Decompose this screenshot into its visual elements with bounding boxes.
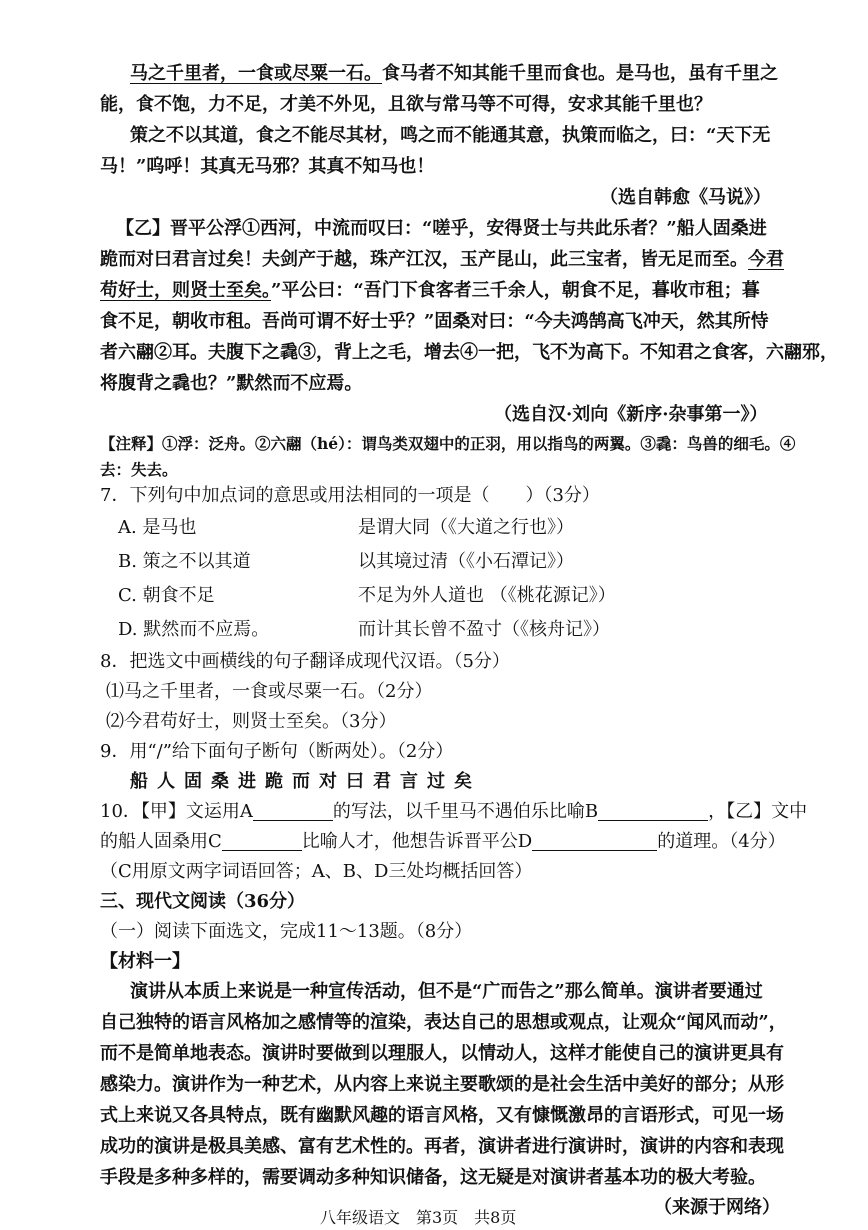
q7-option-c-compare: 不足为外人道也 （《桃花源记》） [358,585,616,606]
jia-line-3: 策之不以其道，食之不能尽其材，鸣之而不能通其意，执策而临之，曰：“天下无 [130,125,771,146]
section-3-title: 三、现代文阅读（36分） [100,891,306,912]
q7-option-d-compare: 而计其长曾不盈寸（《核舟记》） [358,619,610,640]
material-para-line-2: 自己独特的语言风格加之感情等的渲染，表达自己的思想或观点，让观众“闻风而动”， [100,1012,787,1033]
material-para-line-1: 演讲从本质上来说是一种宣传活动，但不是“广而告之”那么简单。演讲者要通过 [130,981,763,1002]
material-para-line-6: 成功的演讲是极具美感、富有艺术性的。再者，演讲者进行演讲时，演讲的内容和表现 [100,1136,784,1157]
q8-sub-1: ⑴马之千里者，一食或尽粟一石。（2分） [106,681,433,702]
material-1-label: 【材料一】 [100,951,190,972]
q7-option-a-compare: 是谓大同（《大道之行也》） [358,517,574,538]
yi-line-4: 食不足，朝收市租。吾尚可谓不好士乎？”固桑对曰：“今夫鸿鹄高飞冲天，然其所恃 [100,311,769,332]
q10-note: （C用原文两字词语回答；A、B、D三处均概括回答） [100,861,533,882]
q7-option-b-compare: 以其境过清（《小石潭记》） [358,551,574,572]
material-para-line-5: 式上来说又各具特点，既有幽默风趣的语言风格，又有慷慨激昂的言语形式，可见一场 [100,1105,784,1126]
notes-line-2: 去：失去。 [100,460,178,479]
blank-d[interactable] [532,832,657,851]
underlined-sentence-2b: 苟好士，则贤士至矣。 [100,280,271,301]
q10-line-1: 10．【甲】文运用A 的写法，以千里马不遇伯乐比喻B ，【乙】文中 [100,801,808,822]
q7-option-a: A. 是马也 [118,517,197,538]
q9-sentence: 船人固桑进跪而对曰君言过矣 [130,771,481,792]
yi-line-6: 将腹背之毳也？”默然而不应焉。 [100,373,363,394]
yi-line-1: 【乙】晋平公浮①西河，中流而叹曰：“嗟乎，安得贤士与共此乐者？”船人固桑进 [116,218,767,239]
jia-line-1: 马之千里者，一食或尽粟一石。食马者不知其能千里而食也。是马也，虽有千里之 [130,63,778,84]
jia-source: （选自韩愈《马说》） [600,187,771,208]
q7-stem: 7．下列句中加点词的意思或用法相同的一项是（ ）（3分） [100,485,600,506]
material-para-line-3: 而不是简单地表态。演讲时要做到以理服人，以情动人，这样才能使自己的演讲更具有 [100,1043,784,1064]
page-footer: 八年级语文 第3页 共8页 [320,1208,517,1227]
q7-option-b: B. 策之不以其道 [118,551,251,572]
jia-line-2: 能，食不饱，力不足，才美不外见，且欲与常马等不可得，安求其能千里也？ [100,94,712,115]
yi-line-2: 跪而对曰君言过矣！夫剑产于越，珠产江汉，玉产昆山，此三宝者，皆无足而至。今君 [100,249,784,270]
yi-line-5: 者六翮②耳。夫腹下之毳③，背上之毛，增去④一把，飞不为高下。不知君之食客，六翮邪， [100,342,838,363]
q7-option-c: C. 朝食不足 [118,585,215,606]
underlined-sentence-2a: 今君 [748,249,784,270]
q10-line-2: 的船人固桑用C 比喻人才，他想告诉晋平公D 的道理。（4分） [100,831,786,852]
blank-c[interactable] [222,832,302,851]
underlined-sentence-1: 马之千里者，一食或尽粟一石。 [130,63,382,84]
jia-line-4: 马！”呜呼！其真无马邪？其真不知马也！ [100,156,435,177]
yi-line-3: 苟好士，则贤士至矣。”平公曰：“吾门下食客者三千余人，朝食不足，暮收市租；暮 [100,280,760,301]
q7-option-d: D. 默然而不应焉。 [118,619,270,640]
section-3-sub: （一）阅读下面选文，完成11～13题。（8分） [100,921,473,942]
q8-stem: 8．把选文中画横线的句子翻译成现代汉语。（5分） [100,651,510,672]
material-source: （来源于网络） [654,1197,780,1218]
blank-b[interactable] [598,802,708,821]
q9-stem: 9．用“/”给下面句子断句（断两处）。（2分） [100,741,454,762]
material-para-line-7: 手段是多种多样的，需要调动多种知识储备，这无疑是对演讲者基本功的极大考验。 [100,1167,766,1188]
q8-sub-2: ⑵今君苟好士，则贤士至矣。（3分） [106,711,397,732]
blank-a[interactable] [253,802,333,821]
material-para-line-4: 感染力。演讲作为一种艺术，从内容上来说主要歌颂的是社会生活中美好的部分；从形 [100,1074,784,1095]
yi-source: （选自汉·刘向《新序·杂事第一》） [494,404,768,425]
notes-line-1: 【注释】①浮：泛舟。②六翮（hé）：谓鸟类双翅中的正羽，用以指鸟的两翼。③毳：鸟兽的细毛。④ [100,434,796,453]
